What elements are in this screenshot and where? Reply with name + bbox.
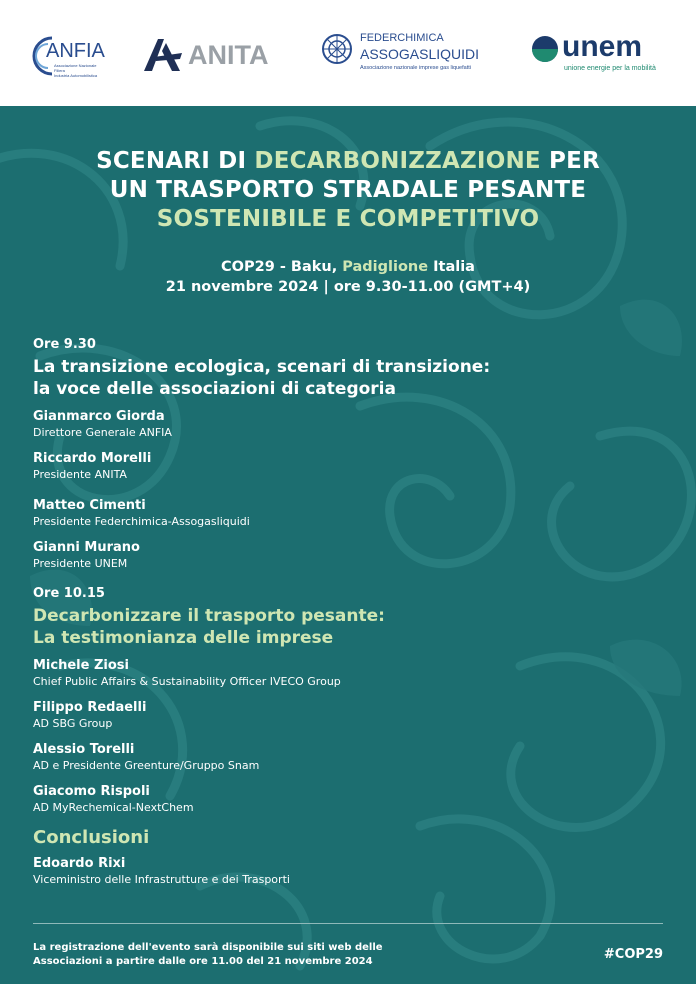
speaker-role: AD SBG Group bbox=[33, 717, 113, 730]
speaker-role: Presidente ANITA bbox=[33, 468, 127, 481]
anfia-logo bbox=[30, 30, 115, 80]
title-text: PER bbox=[540, 148, 600, 174]
speaker-role: AD e Presidente Greenture/Gruppo Snam bbox=[33, 759, 260, 772]
event-date-time: 21 novembre 2024 | ore 9.30-11.00 (GMT+4) bbox=[165, 279, 531, 295]
speaker-name: Gianni Murano bbox=[33, 540, 140, 555]
session-title-line: La transizione ecologica, scenari di transizione: bbox=[33, 357, 491, 377]
anfia-tagline-line: Associazione Nazionale bbox=[54, 63, 97, 68]
anfia-tagline-line: Filiera bbox=[54, 68, 65, 73]
recording-availability-note bbox=[33, 941, 383, 969]
session-1-time: Ore 9.30 bbox=[33, 337, 96, 352]
speaker-role: Presidente UNEM bbox=[33, 557, 128, 570]
note-line: Associazioni a partire dalle ore 11.00 del 21 novembre 2024 bbox=[33, 956, 373, 967]
unem-logo bbox=[530, 30, 670, 80]
speaker-name: Michele Ziosi bbox=[33, 658, 129, 673]
assogasliquidi-logo-name: ASSOGASLIQUIDI bbox=[360, 46, 480, 62]
location-text: Italia bbox=[428, 259, 475, 275]
anita-logo bbox=[140, 30, 290, 80]
note-line: La registrazione dell'evento sarà disponibile sui siti web delle bbox=[33, 942, 383, 953]
speaker-name: Riccardo Morelli bbox=[33, 451, 152, 466]
speaker-role: Direttore Generale ANFIA bbox=[33, 426, 172, 439]
location-highlight-text: Padiglione bbox=[342, 259, 429, 275]
session-2-time: Ore 10.15 bbox=[33, 586, 105, 601]
session-1-title bbox=[33, 356, 490, 400]
federchimica-logo-name: FEDERCHIMICA bbox=[360, 32, 444, 44]
anfia-tagline-line: Industria Automobilistica bbox=[54, 73, 98, 78]
title-highlight-text: DECARBONIZZAZIONE bbox=[254, 148, 541, 174]
speaker-name: Gianmarco Giorda bbox=[33, 409, 165, 424]
anfia-logo-name: ANFIA bbox=[46, 40, 105, 62]
session-title-line: la voce delle associazioni di categoria bbox=[33, 379, 396, 399]
speaker-role: Chief Public Affairs & Sustainability Officer IVECO Group bbox=[33, 675, 341, 688]
anita-logo-name: ANITA bbox=[188, 39, 269, 70]
speaker-role: AD MyRechemical-NextChem bbox=[33, 801, 194, 814]
anfia-logo-tagline bbox=[54, 63, 97, 78]
conclusions-heading: Conclusioni bbox=[33, 827, 150, 848]
unem-globe-icon bbox=[530, 34, 560, 64]
speaker-role: Presidente Federchimica-Assogasliquidi bbox=[33, 515, 250, 528]
speaker-role: Viceministro delle Infrastrutture e dei Trasporti bbox=[33, 873, 290, 886]
event-details bbox=[0, 257, 696, 297]
session-title-line: Decarbonizzare il trasporto pesante: bbox=[33, 606, 385, 626]
event-title-line-3: SOSTENIBILE E COMPETITIVO bbox=[156, 206, 540, 232]
event-title-line-1 bbox=[0, 147, 696, 176]
speaker-name: Alessio Torelli bbox=[33, 742, 135, 757]
gear-emblem-icon bbox=[320, 32, 354, 66]
event-hashtag: #COP29 bbox=[603, 947, 663, 962]
unem-logo-name: unem bbox=[562, 30, 643, 63]
session-title-line: La testimonianza delle imprese bbox=[33, 628, 334, 648]
speaker-name: Edoardo Rixi bbox=[33, 856, 126, 871]
unem-logo-tagline: unione energie per la mobilità bbox=[564, 65, 656, 72]
title-text: SCENARI DI bbox=[96, 148, 255, 174]
location-text: COP29 - Baku, bbox=[221, 259, 343, 275]
federchimica-assogasliquidi-logo bbox=[320, 30, 505, 80]
speaker-name: Giacomo Rispoli bbox=[33, 784, 150, 799]
event-title bbox=[0, 147, 696, 234]
event-title-line-2: UN TRASPORTO STRADALE PESANTE bbox=[109, 177, 587, 203]
assogasliquidi-logo-tagline: Associazione nazionale imprese gas liquefatti bbox=[360, 65, 471, 71]
session-2-title bbox=[33, 605, 385, 649]
footer-divider bbox=[33, 923, 663, 924]
event-poster bbox=[0, 106, 696, 984]
anita-logo-mark bbox=[140, 35, 184, 75]
speaker-name: Matteo Cimenti bbox=[33, 498, 146, 513]
event-location bbox=[0, 257, 696, 277]
speaker-name: Filippo Redaelli bbox=[33, 700, 147, 715]
partner-logos-bar bbox=[0, 0, 696, 106]
